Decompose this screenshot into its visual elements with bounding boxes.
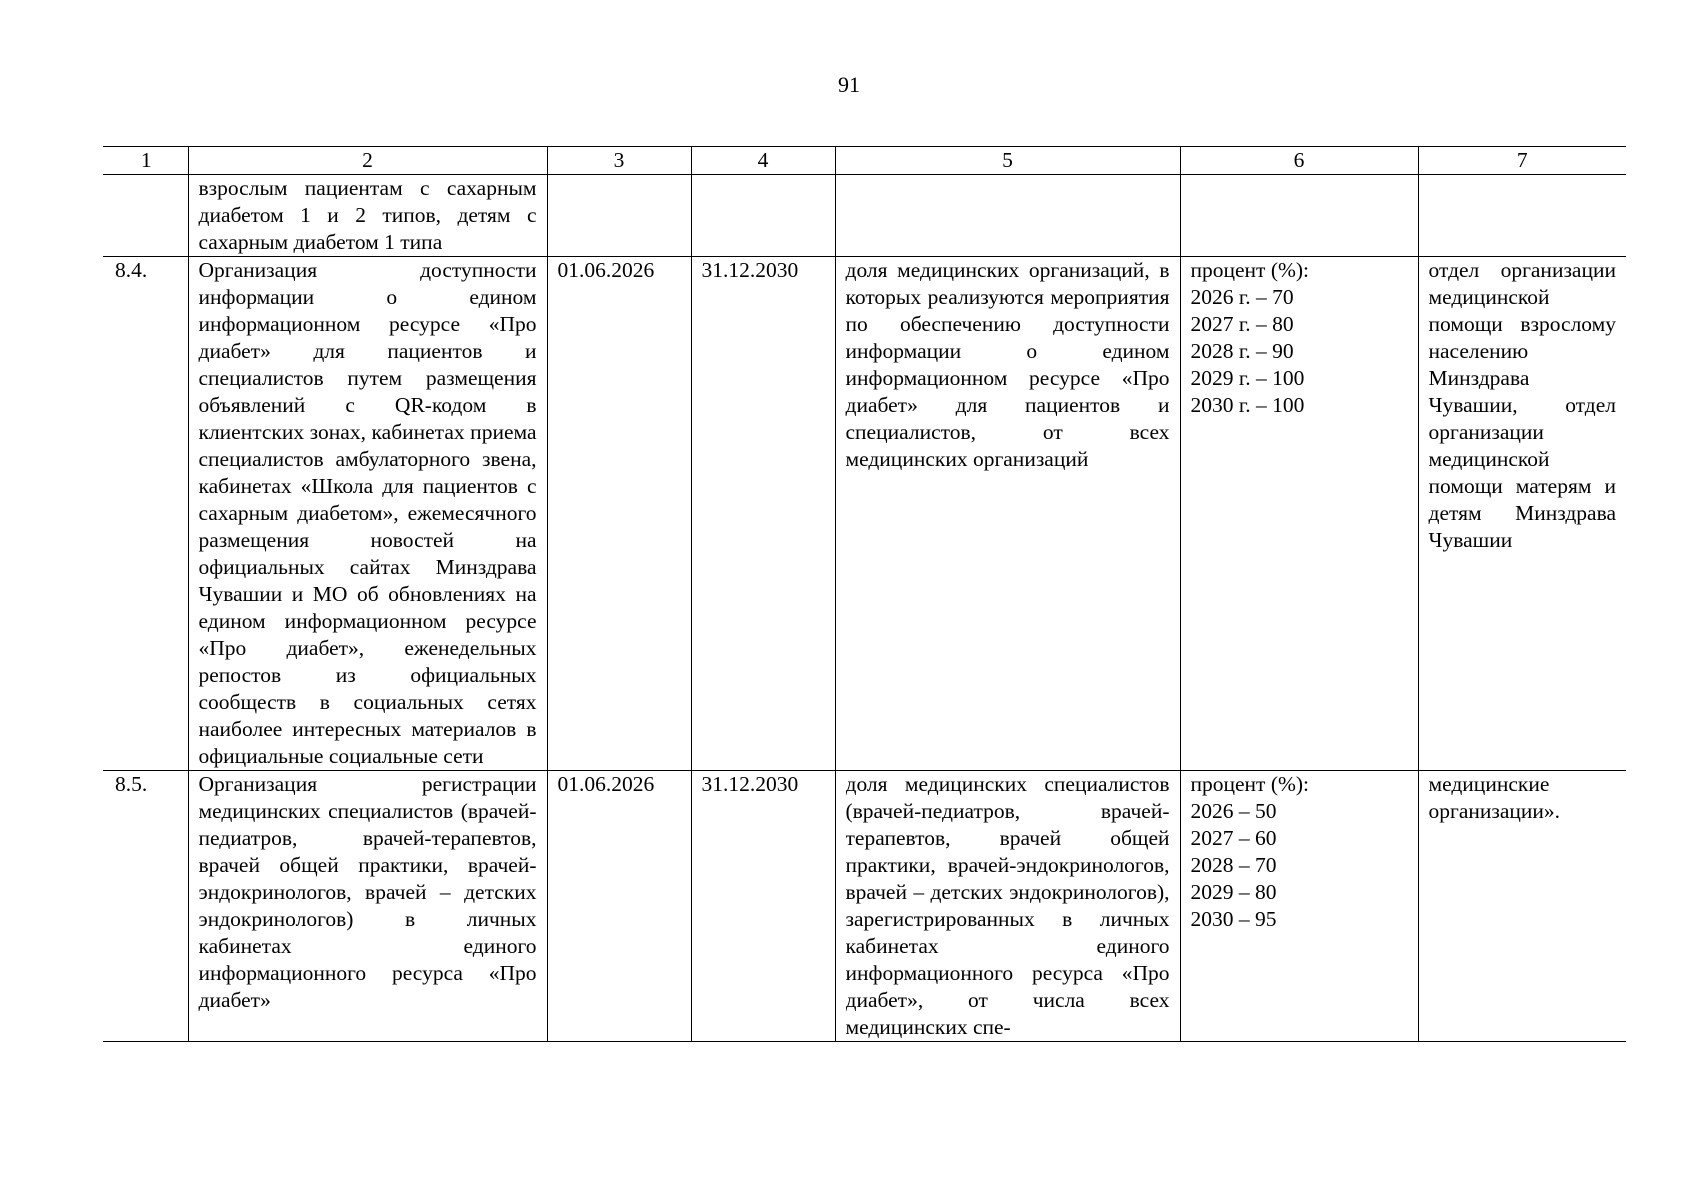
value-item: 2029 г. – 100 [1190,366,1305,390]
column-header: 6 [1180,147,1418,175]
values-cell [1180,771,1418,1042]
activity-cell: Организация доступности информации о едином информационном ресурсе «Про диабет» для пациентов и специалистов путем размещения объявлений с QR-кодом в клиентских зонах, кабинетах приема специалистов амбулаторного звена, кабинетах «Школа для пациентов с сахарным диабетом», ежемесячного размещения новостей на официальных сайтах Минздрава Чувашии и МО об обновлениях на едином информационном ресурсе «Про диабет», еженедельных репостов из официальных сообществ в социальных сетях наиболее интересных материалов в официальные социальные сети [188,257,547,771]
activity-cell: Организация регистрации медицинских специалистов (врачей-педиатров, врачей-терапевтов, врачей общей практики, врачей-эндокринологов, врачей – детских эндокринологов) в личных кабинетах единого информационного ресурса «Про диабет» [188,771,547,1042]
column-header: 2 [188,147,547,175]
values-cell [1180,257,1418,771]
row-number: 8.4. [103,257,188,771]
column-header: 1 [103,147,188,175]
value-item: 2030 – 95 [1190,907,1277,931]
responsible-cell: медицинские организации». [1418,771,1626,1042]
value-item: 2027 – 60 [1190,826,1277,850]
values-title: процент (%): [1190,258,1310,282]
row-number: 8.5. [103,771,188,1042]
values-cell [1180,175,1418,257]
indicator-text: доля медицинских специалистов (врачей-педиатров, врачей-терапевтов, врачей общей практики, врачей-эндокринологов, врачей – детских эндокринологов), зарегистрированных в личных кабинетах единого информационного ресурса «Про диабет», от числа всех медицинских спе- [845,772,1170,1039]
start-date-cell: 01.06.2026 [547,771,691,1042]
column-header: 4 [691,147,835,175]
value-item: 2030 г. – 100 [1190,393,1305,417]
end-date-cell: 31.12.2030 [691,771,835,1042]
value-item: 2027 г. – 80 [1190,312,1294,336]
table-row [103,257,1626,771]
table-row [103,771,1626,1042]
plan-table [103,146,1626,1042]
indicator-cell [835,175,1180,257]
table-row [103,175,1626,257]
page-number: 91 [838,72,860,97]
end-date-cell: 31.12.2030 [691,257,835,771]
value-item: 2028 г. – 90 [1190,339,1294,363]
responsible-cell: отдел организации медицинской помощи взрослому населению Минздрава Чувашии, отдел организации медицинской помощи матерям и детям Минздрава Чувашии [1418,257,1626,771]
row-number [103,175,188,257]
column-header: 5 [835,147,1180,175]
responsible-cell [1418,175,1626,257]
table-header-row [103,147,1626,175]
column-header: 7 [1418,147,1626,175]
value-item: 2026 – 50 [1190,799,1277,823]
start-date-cell [547,175,691,257]
indicator-cell: доля медицинских организаций, в которых реализуются мероприятия по обеспечению доступности информации о едином информационном ресурсе «Про диабет» для пациентов и специалистов, от всех медицинских организаций [835,257,1180,771]
value-item: 2026 г. – 70 [1190,285,1294,309]
value-item: 2028 – 70 [1190,853,1277,877]
activity-cell: взрослым пациентам с сахарным диабетом 1 и 2 типов, детям с сахарным диабетом 1 типа [188,175,547,257]
values-title: процент (%): [1190,772,1310,796]
value-item: 2029 – 80 [1190,880,1277,904]
end-date-cell [691,175,835,257]
start-date-cell: 01.06.2026 [547,257,691,771]
column-header: 3 [547,147,691,175]
indicator-cell [835,771,1180,1042]
